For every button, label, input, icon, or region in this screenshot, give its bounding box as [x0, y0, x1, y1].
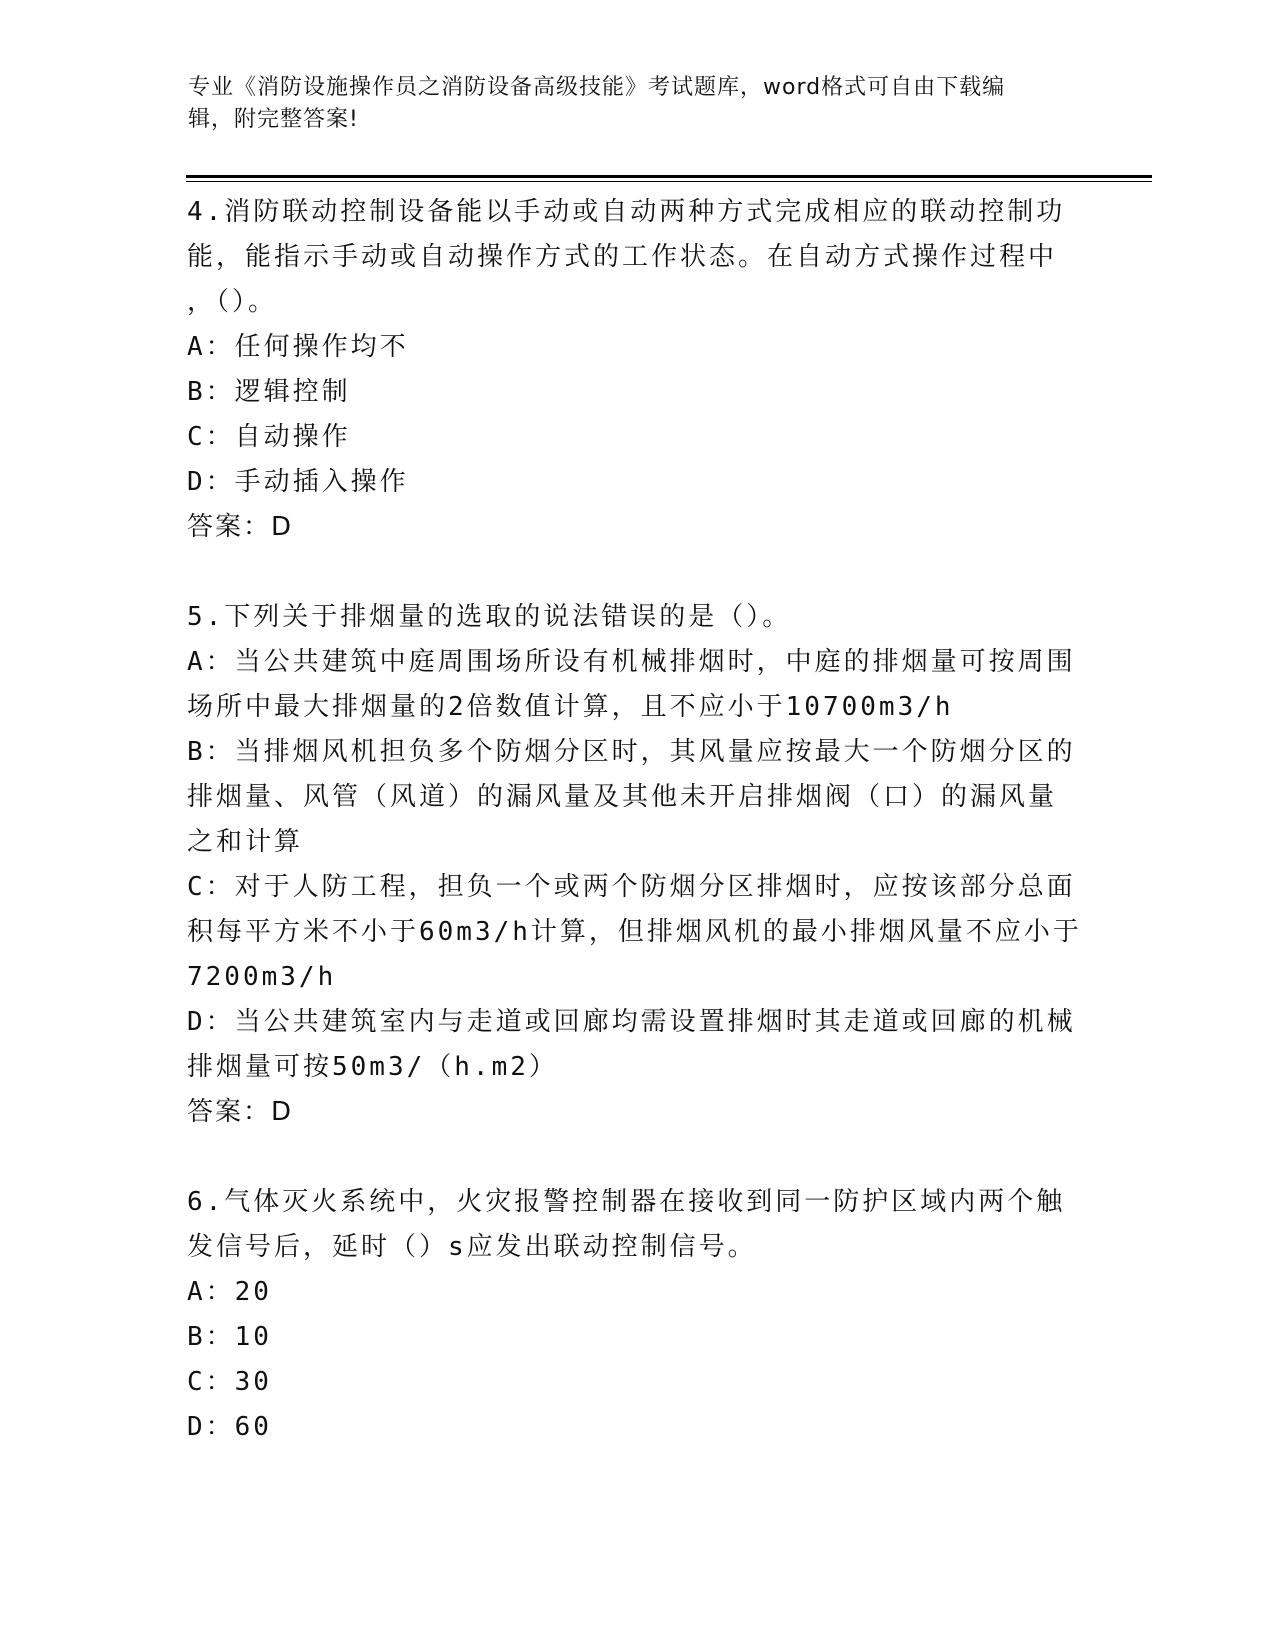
- option-b: B：10: [187, 1322, 272, 1352]
- option-d: D：60: [187, 1412, 272, 1442]
- question-list: [187, 190, 1087, 1450]
- option-b: B：逻辑控制: [187, 377, 351, 407]
- option-a: A：当公共建筑中庭周围场所设有机械排烟时，中庭的排烟量可按周围 场所中最大排烟量的2倍数值计算，且不应小于10700m3/h: [187, 647, 1076, 722]
- answer-line: 答案：D: [187, 512, 294, 542]
- question-5: [187, 595, 1087, 1135]
- question-text: [187, 1180, 1087, 1270]
- question-text-line: 4.消防联动控制设备能以手动或自动两种方式完成相应的联动控制功: [187, 197, 1066, 227]
- header-divider-thin: [186, 181, 1152, 182]
- header-divider-thick: [186, 175, 1152, 178]
- option-d: D：当公共建筑室内与走道或回廊均需设置排烟时其走道或回廊的机械 排烟量可按50m3/（h.m2）: [187, 1007, 1076, 1082]
- option-c: C：对于人防工程，担负一个或两个防烟分区排烟时，应按该部分总面 积每平方米不小于60m3/h计算，但排烟风机的最小排烟风量不应小于 7200m3/h: [187, 872, 1082, 992]
- question-text-line: ，（）。: [187, 287, 278, 317]
- header-line-2: 辑，附完整答案!: [188, 107, 359, 132]
- document-header: [188, 72, 1068, 136]
- question-text-line: 6.气体灭火系统中，火灾报警控制器在接收到同一防护区域内两个触: [187, 1187, 1066, 1217]
- option-a: A：20: [187, 1277, 272, 1307]
- option-d: D：手动插入操作: [187, 467, 409, 497]
- option-b: B：当排烟风机担负多个防烟分区时，其风量应按最大一个防烟分区的 排烟量、风管（风道）的漏风量及其他未开启排烟阀（口）的漏风量 之和计算: [187, 737, 1076, 857]
- spacer: [187, 1135, 1087, 1180]
- spacer: [187, 550, 1087, 595]
- option-c: C：自动操作: [187, 422, 351, 452]
- answer-line: 答案：D: [187, 1097, 294, 1127]
- option-c: C：30: [187, 1367, 272, 1397]
- question-text: [187, 190, 1087, 325]
- question-4: [187, 190, 1087, 550]
- question-text-line: 发信号后，延时（）s应发出联动控制信号。: [187, 1232, 757, 1262]
- question-6: [187, 1180, 1087, 1450]
- option-a: A：任何操作均不: [187, 332, 409, 362]
- question-text: [187, 595, 1087, 640]
- header-line-1: 专业《消防设施操作员之消防设备高级技能》考试题库，word格式可自由下载编: [188, 75, 1006, 100]
- question-text-line: 能，能指示手动或自动操作方式的工作状态。在自动方式操作过程中: [187, 242, 1058, 272]
- question-text-line: 5.下列关于排烟量的选取的说法错误的是（）。: [187, 602, 792, 632]
